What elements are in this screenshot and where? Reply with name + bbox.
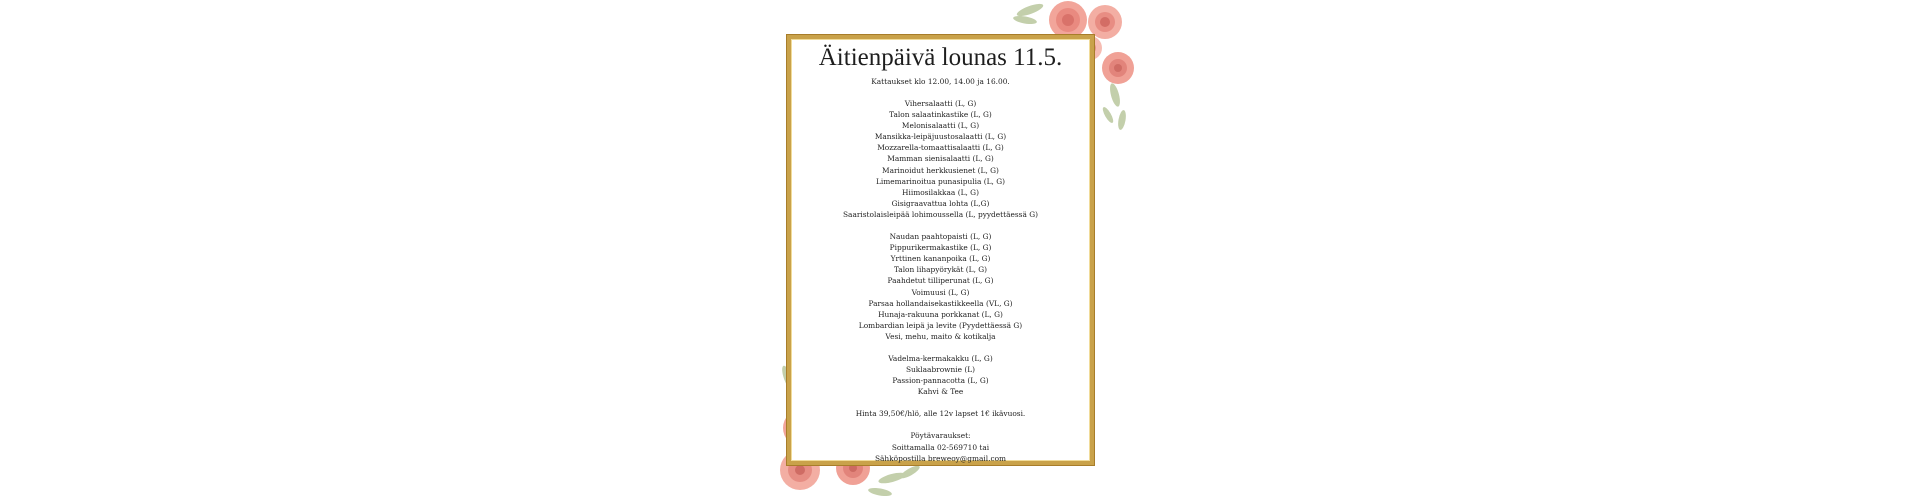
menu-item: Hunaja-rakuuna porkkanat (L, G) bbox=[878, 309, 1003, 319]
menu-item: Vesi, mehu, maito & kotikalja bbox=[885, 331, 996, 341]
menu-poster bbox=[780, 0, 1138, 500]
menu-item: Talon lihapyörykät (L, G) bbox=[893, 265, 988, 275]
menu-item: Mozzarella-tomaattisalaatti (L, G) bbox=[877, 143, 1004, 153]
menu-item: Paahdetut tilliperunat (L, G) bbox=[887, 276, 994, 286]
menu-item: Pippurikermakastike (L, G) bbox=[889, 243, 992, 253]
reservations-section bbox=[787, 430, 1094, 463]
reservations-phone: Soittamalla 02-569710 tai bbox=[891, 442, 990, 452]
menu-item: Melonisalaatti (L, G) bbox=[901, 121, 980, 131]
menu-item: Naudan paahtopaisti (L, G) bbox=[889, 232, 992, 242]
menu-item: Vihersalaatti (L, G) bbox=[904, 99, 977, 108]
reservations-email: Sähköpostilla breweoy@gmail.com bbox=[874, 453, 1007, 463]
menu-item: Marinoidut herkkusienet (L, G) bbox=[882, 165, 999, 175]
price-info: Hinta 39,50€/hlö, alle 12v lapset 1€ ikävuosi. bbox=[855, 409, 1026, 419]
desserts-section bbox=[787, 353, 1094, 397]
menu-item: Mamman sienisalaatti (L, G) bbox=[887, 154, 994, 164]
salads-section bbox=[787, 98, 1094, 220]
mains-section bbox=[787, 231, 1094, 342]
reservations-heading: Pöytävaraukset: bbox=[910, 431, 971, 441]
menu-item: Suklaabrownie (L) bbox=[905, 365, 976, 375]
menu-item: Vadelma-kermakakku (L, G) bbox=[888, 353, 993, 363]
menu-content bbox=[787, 40, 1094, 464]
serving-times: Kattaukset klo 12.00, 14.00 ja 16.00. bbox=[871, 77, 1010, 86]
menu-item: Passion-pannacotta (L, G) bbox=[892, 376, 989, 386]
menu-item: Mansikka-leipäjuustosalaatti (L, G) bbox=[874, 132, 1007, 142]
menu-item: Gisigraavattua lohta (L,G) bbox=[891, 198, 990, 208]
menu-item: Yrttinen kananpoika (L, G) bbox=[890, 254, 991, 264]
menu-item: Hiimosilakkaa (L, G) bbox=[902, 187, 979, 197]
menu-item: Voimuusi (L, G) bbox=[911, 287, 970, 297]
menu-item: Limemarinoitua punasipulia (L, G) bbox=[875, 176, 1006, 186]
menu-item: Parsaa hollandaisekastikkeella (VL, G) bbox=[868, 298, 1013, 308]
menu-item: Saaristolaisleipää lohimoussella (L, pyydettäessä G) bbox=[842, 209, 1039, 219]
menu-item: Lombardian leipä ja levite (Pyydettäessä G) bbox=[858, 320, 1023, 330]
menu-item: Kahvi & Tee bbox=[917, 387, 964, 397]
page-title: Äitienpäivä lounas 11.5. bbox=[818, 44, 1063, 71]
menu-item: Talon salaatinkastike (L, G) bbox=[889, 110, 992, 120]
